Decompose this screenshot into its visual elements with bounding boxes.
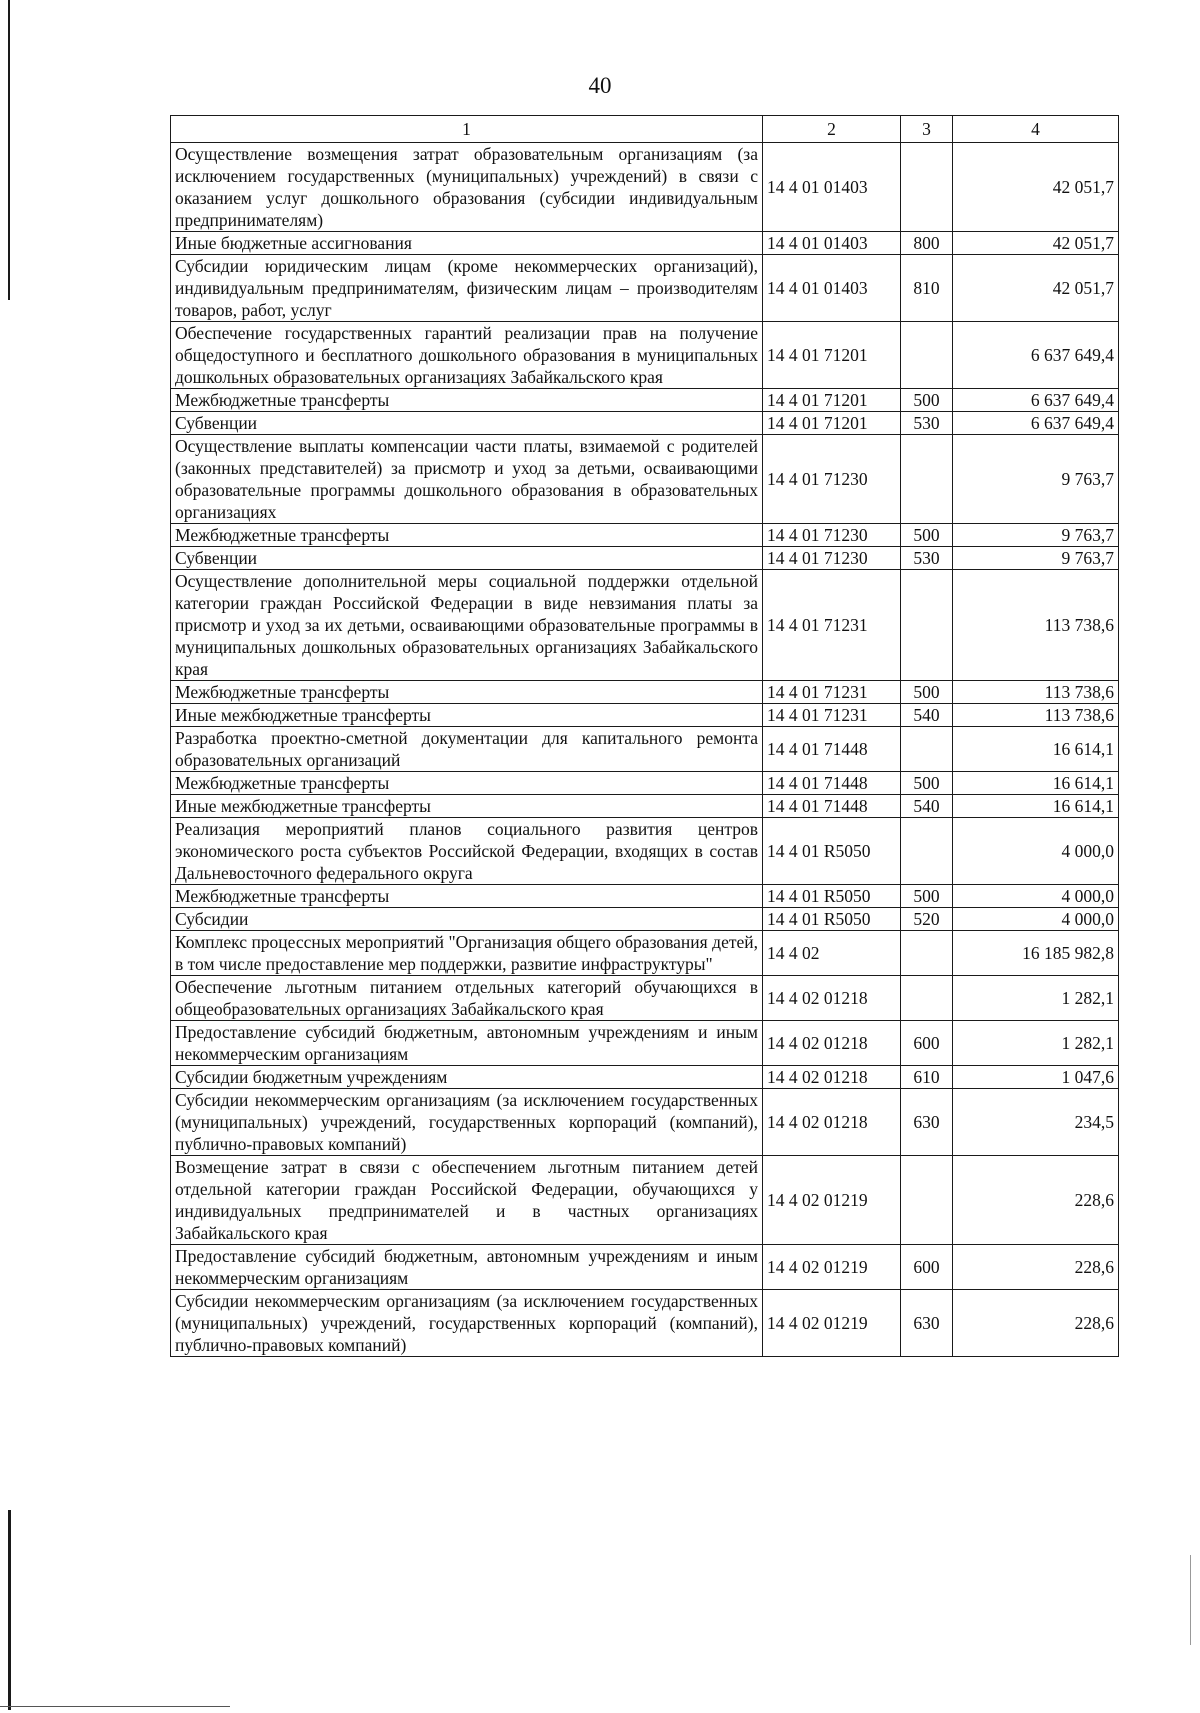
row-sum-cell: 6 637 649,4 [953, 322, 1119, 389]
row-type-cell: 500 [901, 524, 953, 547]
row-sum-cell: 113 738,6 [953, 704, 1119, 727]
row-sum-cell: 4 000,0 [953, 908, 1119, 931]
row-type-cell [901, 976, 953, 1021]
row-name-cell: Межбюджетные трансферты [171, 772, 763, 795]
scan-edge-mark [8, 0, 10, 300]
row-code-cell: 14 4 01 R5050 [763, 885, 901, 908]
row-sum-cell: 228,6 [953, 1156, 1119, 1245]
table-row [171, 322, 1119, 389]
row-code-cell: 14 4 01 71448 [763, 772, 901, 795]
table-row [171, 681, 1119, 704]
row-name-cell: Иные межбюджетные трансферты [171, 795, 763, 818]
row-sum-cell: 16 614,1 [953, 795, 1119, 818]
row-sum-cell: 113 738,6 [953, 570, 1119, 681]
row-type-cell [901, 143, 953, 232]
row-code-cell: 14 4 01 71201 [763, 389, 901, 412]
row-type-cell [901, 818, 953, 885]
row-name-cell: Межбюджетные трансферты [171, 681, 763, 704]
row-code-cell: 14 4 02 01219 [763, 1156, 901, 1245]
row-type-cell: 600 [901, 1245, 953, 1290]
row-code-cell: 14 4 01 01403 [763, 232, 901, 255]
table-row [171, 232, 1119, 255]
row-code-cell: 14 4 01 71201 [763, 322, 901, 389]
row-type-cell [901, 931, 953, 976]
row-type-cell: 800 [901, 232, 953, 255]
row-sum-cell: 6 637 649,4 [953, 412, 1119, 435]
row-name-cell: Разработка проектно-сметной документации для капитального ремонта образовательных организаций [171, 727, 763, 772]
row-sum-cell: 4 000,0 [953, 818, 1119, 885]
table-row [171, 1066, 1119, 1089]
row-sum-cell: 42 051,7 [953, 255, 1119, 322]
table-row [171, 143, 1119, 232]
row-code-cell: 14 4 02 01218 [763, 1066, 901, 1089]
row-name-cell: Обеспечение льготным питанием отдельных категорий обучающихся в общеобразовательных организациях Забайкальского края [171, 976, 763, 1021]
row-code-cell: 14 4 02 [763, 931, 901, 976]
row-type-cell: 530 [901, 547, 953, 570]
row-code-cell: 14 4 01 01403 [763, 143, 901, 232]
row-name-cell: Реализация мероприятий планов социального развития центров экономического роста субъектов Российской Федерации, входящих в состав Дальневосточного федерального округа [171, 818, 763, 885]
row-code-cell: 14 4 02 01219 [763, 1290, 901, 1357]
row-name-cell: Предоставление субсидий бюджетным, автономным учреждениям и иным некоммерческим организациям [171, 1245, 763, 1290]
table-row [171, 1245, 1119, 1290]
row-code-cell: 14 4 01 71231 [763, 570, 901, 681]
row-code-cell: 14 4 01 R5050 [763, 908, 901, 931]
table-row [171, 435, 1119, 524]
row-name-cell: Осуществление возмещения затрат образовательным организациям (за исключением государственных (муниципальных) учреждений) в связи с оказанием услуг дошкольного образования (субсидии индивидуальным предпринимателям) [171, 143, 763, 232]
table-row [171, 570, 1119, 681]
table-row [171, 931, 1119, 976]
table-header-row [171, 116, 1119, 143]
row-type-cell: 500 [901, 772, 953, 795]
row-name-cell: Обеспечение государственных гарантий реализации прав на получение общедоступного и бесплатного дошкольного образования в муниципальных дошкольных образовательных организациях Забайкальского края [171, 322, 763, 389]
table-row [171, 885, 1119, 908]
row-type-cell: 810 [901, 255, 953, 322]
row-sum-cell: 16 614,1 [953, 772, 1119, 795]
table-row [171, 389, 1119, 412]
table-row [171, 772, 1119, 795]
table-row [171, 524, 1119, 547]
row-type-cell: 530 [901, 412, 953, 435]
row-type-cell [901, 322, 953, 389]
row-type-cell: 610 [901, 1066, 953, 1089]
row-sum-cell: 1 047,6 [953, 1066, 1119, 1089]
row-type-cell [901, 727, 953, 772]
table-row [171, 1021, 1119, 1066]
table-row [171, 1156, 1119, 1245]
row-type-cell: 520 [901, 908, 953, 931]
row-type-cell [901, 435, 953, 524]
row-name-cell: Возмещение затрат в связи с обеспечением льготным питанием детей отдельной категории граждан Российской Федерации, обучающихся у индивидуальных предпринимателей и в частных организациях Забайкальского края [171, 1156, 763, 1245]
table-row [171, 1290, 1119, 1357]
row-name-cell: Осуществление дополнительной меры социальной поддержки отдельной категории граждан Российской Федерации в виде невзимания платы за присмотр и уход за их детьми, осваивающими образовательные программы в муниципальных дошкольных образовательных организациях Забайкальского края [171, 570, 763, 681]
row-type-cell [901, 1156, 953, 1245]
budget-table-body [171, 116, 1119, 1357]
row-name-cell: Субсидии бюджетным учреждениям [171, 1066, 763, 1089]
row-name-cell: Субсидии юридическим лицам (кроме некоммерческих организаций), индивидуальным предпринимателям, физическим лицам – производителям товаров, работ, услуг [171, 255, 763, 322]
row-name-cell: Межбюджетные трансферты [171, 885, 763, 908]
row-code-cell: 14 4 01 71448 [763, 727, 901, 772]
row-sum-cell: 234,5 [953, 1089, 1119, 1156]
table-row [171, 976, 1119, 1021]
row-sum-cell: 16 614,1 [953, 727, 1119, 772]
row-name-cell: Субвенции [171, 547, 763, 570]
row-sum-cell: 9 763,7 [953, 524, 1119, 547]
row-sum-cell: 42 051,7 [953, 232, 1119, 255]
table-row [171, 704, 1119, 727]
row-type-cell: 500 [901, 681, 953, 704]
row-sum-cell: 6 637 649,4 [953, 389, 1119, 412]
row-type-cell: 630 [901, 1290, 953, 1357]
row-name-cell: Межбюджетные трансферты [171, 524, 763, 547]
budget-table [170, 115, 1119, 1357]
row-type-cell: 600 [901, 1021, 953, 1066]
row-type-cell: 500 [901, 885, 953, 908]
row-sum-cell: 113 738,6 [953, 681, 1119, 704]
row-name-cell: Иные межбюджетные трансферты [171, 704, 763, 727]
table-row [171, 412, 1119, 435]
table-row [171, 727, 1119, 772]
table-row [171, 818, 1119, 885]
page-number: 40 [588, 73, 612, 98]
row-code-cell: 14 4 01 71230 [763, 524, 901, 547]
row-sum-cell: 1 282,1 [953, 1021, 1119, 1066]
row-sum-cell: 42 051,7 [953, 143, 1119, 232]
table-row [171, 908, 1119, 931]
row-code-cell: 14 4 02 01218 [763, 976, 901, 1021]
row-code-cell: 14 4 01 71231 [763, 681, 901, 704]
row-name-cell: Осуществление выплаты компенсации части платы, взимаемой с родителей (законных представителей) за присмотр и уход за детьми, осваивающими образовательные программы дошкольного образования в образовательных организациях [171, 435, 763, 524]
row-sum-cell: 1 282,1 [953, 976, 1119, 1021]
row-name-cell: Субсидии некоммерческим организациям (за исключением государственных (муниципальных) учреждений, государственных корпораций (компаний), публично-правовых компаний) [171, 1290, 763, 1357]
row-sum-cell: 228,6 [953, 1290, 1119, 1357]
row-code-cell: 14 4 01 71230 [763, 547, 901, 570]
column-header: 3 [901, 116, 953, 143]
column-header: 1 [171, 116, 763, 143]
scan-edge-mark [8, 1510, 11, 1710]
row-type-cell: 500 [901, 389, 953, 412]
row-sum-cell: 9 763,7 [953, 547, 1119, 570]
row-name-cell: Предоставление субсидий бюджетным, автономным учреждениям и иным некоммерческим организациям [171, 1021, 763, 1066]
scan-edge-mark [1190, 1555, 1191, 1645]
table-row [171, 547, 1119, 570]
scan-edge-mark [0, 1706, 230, 1707]
row-name-cell: Субсидии [171, 908, 763, 931]
row-code-cell: 14 4 02 01218 [763, 1089, 901, 1156]
row-name-cell: Межбюджетные трансферты [171, 389, 763, 412]
row-code-cell: 14 4 01 01403 [763, 255, 901, 322]
row-code-cell: 14 4 02 01218 [763, 1021, 901, 1066]
table-row [171, 795, 1119, 818]
row-sum-cell: 16 185 982,8 [953, 931, 1119, 976]
row-name-cell: Субсидии некоммерческим организациям (за исключением государственных (муниципальных) учреждений, государственных корпораций (компаний), публично-правовых компаний) [171, 1089, 763, 1156]
row-name-cell: Комплекс процессных мероприятий "Организация общего образования детей, в том числе предоставление мер поддержки, развитие инфраструктуры" [171, 931, 763, 976]
row-code-cell: 14 4 01 71231 [763, 704, 901, 727]
row-type-cell [901, 570, 953, 681]
table-row [171, 255, 1119, 322]
column-header: 4 [953, 116, 1119, 143]
row-type-cell: 630 [901, 1089, 953, 1156]
row-name-cell: Субвенции [171, 412, 763, 435]
row-sum-cell: 228,6 [953, 1245, 1119, 1290]
column-header: 2 [763, 116, 901, 143]
row-sum-cell: 4 000,0 [953, 885, 1119, 908]
row-type-cell: 540 [901, 704, 953, 727]
row-code-cell: 14 4 01 71230 [763, 435, 901, 524]
row-code-cell: 14 4 01 71201 [763, 412, 901, 435]
row-code-cell: 14 4 01 71448 [763, 795, 901, 818]
table-row [171, 1089, 1119, 1156]
row-code-cell: 14 4 01 R5050 [763, 818, 901, 885]
row-sum-cell: 9 763,7 [953, 435, 1119, 524]
row-code-cell: 14 4 02 01219 [763, 1245, 901, 1290]
row-name-cell: Иные бюджетные ассигнования [171, 232, 763, 255]
row-type-cell: 540 [901, 795, 953, 818]
